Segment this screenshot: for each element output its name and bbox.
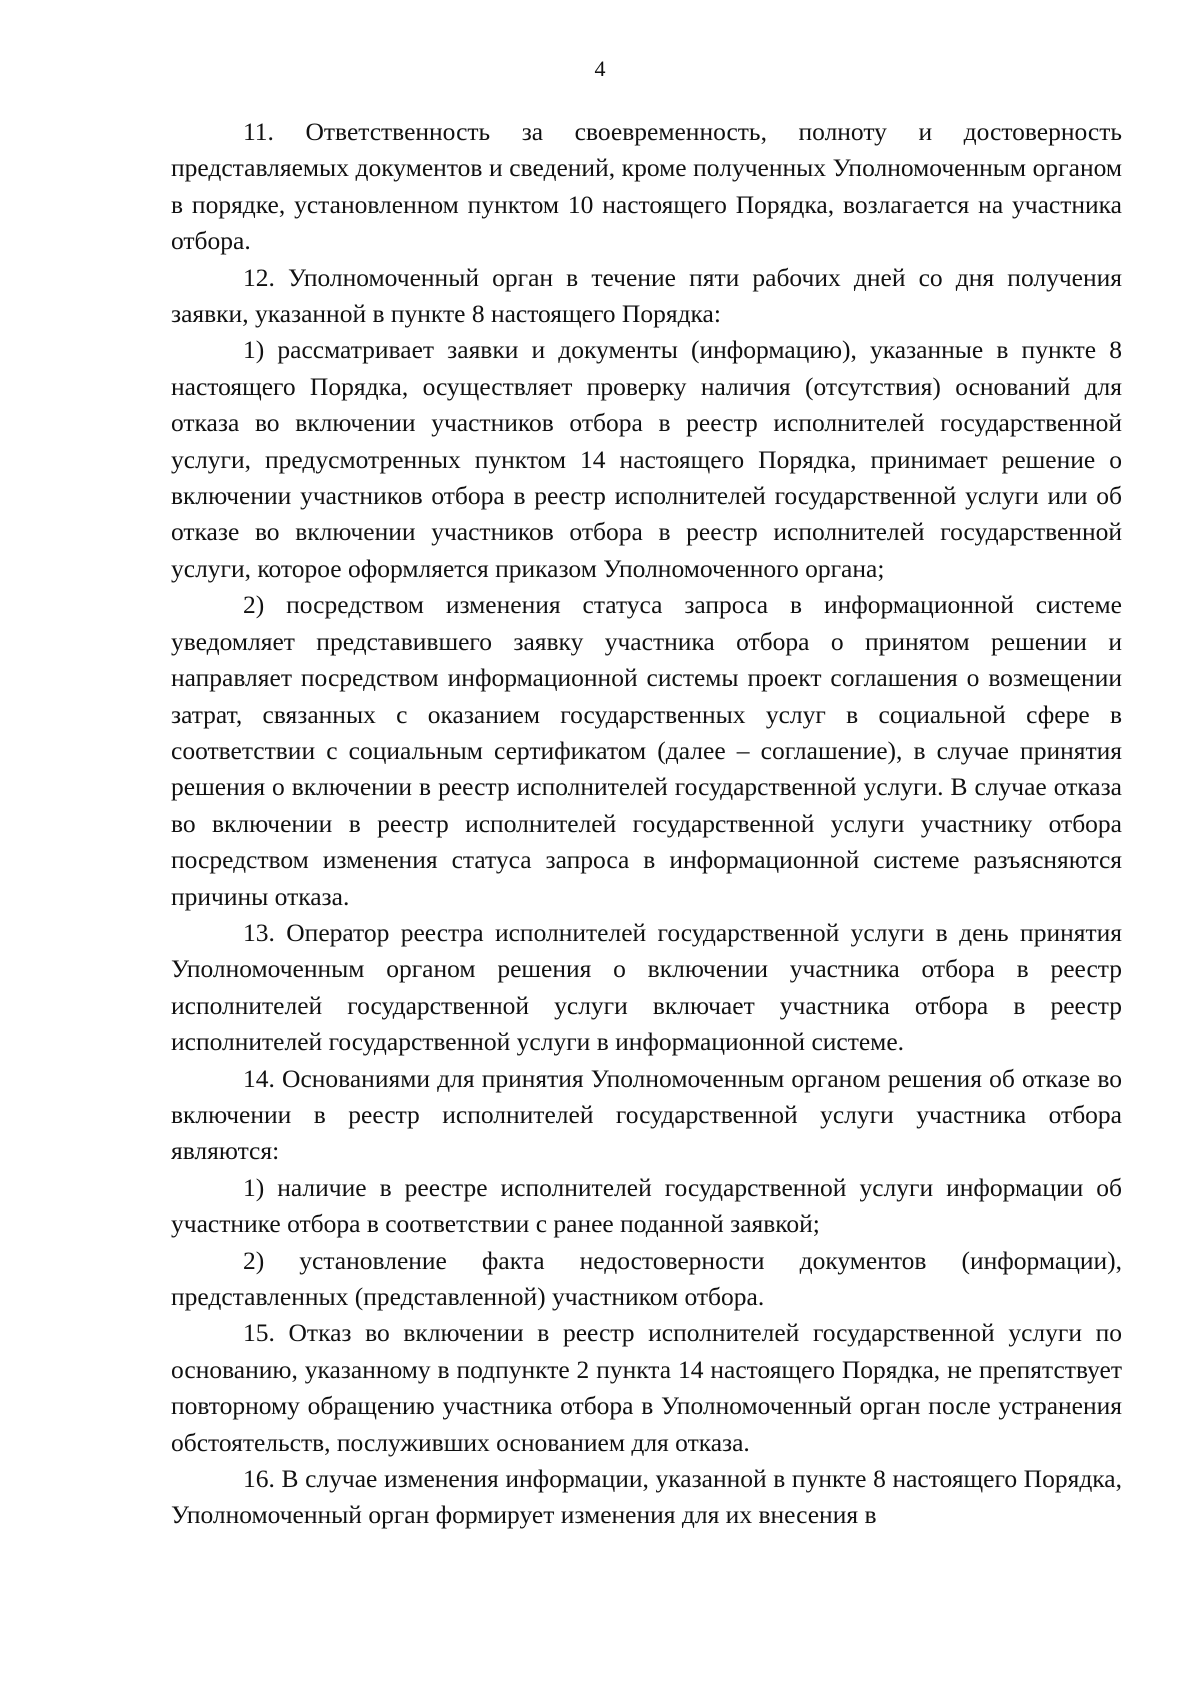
paragraph-14-subitem-1: 1) наличие в реестре исполнителей государственной услуги информации об участнике отбора в соответствии с ранее поданной заявкой; — [171, 1172, 1122, 1239]
paragraph-15: 15. Отказ во включении в реестр исполнителей государственной услуги по основанию, указанному в подпункте 2 пункта 14 настоящего Порядка, не препятствует повторному обращению участника отбора в Уполномоченный орган после устранения обстоятельств, послуживших основанием для отказа. — [171, 1318, 1122, 1457]
document-body — [171, 114, 1122, 1534]
paragraph-12: 12. Уполномоченный орган в течение пяти рабочих дней со дня получения заявки, указанной в пункте 8 настоящего Порядка: — [171, 262, 1122, 329]
paragraph-12-subitem-2: 2) посредством изменения статуса запроса в информационной системе уведомляет представившего заявку участника отбора о принятом решении и направляет посредством информационной системы проект соглашения о возмещении затрат, связанных с оказанием государственных услуг в социальной сфере в соответствии с социальным сертификатом (далее – соглашение), в случае принятия решения о включении в реестр исполнителей государственной услуги. В случае отказа во включении в реестр исполнителей государственной услуги участнику отбора посредством изменения статуса запроса в информационной системе разъясняются причины отказа. — [171, 590, 1122, 911]
paragraph-16: 16. В случае изменения информации, указанной в пункте 8 настоящего Порядка, Уполномоченный орган формирует изменения для их внесения в — [171, 1464, 1122, 1530]
paragraph-14-subitem-2: 2) установление факта недостоверности документов (информации), представленных (представленной) участником отбора. — [171, 1245, 1122, 1311]
paragraph-13: 13. Оператор реестра исполнителей государственной услуги в день принятия Уполномоченным органом решения о включении участника отбора в реестр исполнителей государственной услуги включает участника отбора в реестр исполнителей государственной услуги в информационной системе. — [171, 917, 1122, 1057]
paragraph-14: 14. Основаниями для принятия Уполномоченным органом решения об отказе во включении в реестр исполнителей государственной услуги участника отбора являются: — [171, 1063, 1122, 1166]
paragraph-12-subitem-1: 1) рассматривает заявки и документы (информацию), указанные в пункте 8 настоящего Порядка, осуществляет проверку наличия (отсутствия) оснований для отказа во включении участников отбора в реестр исполнителей государственной услуги, предусмотренных пунктом 14 настоящего Порядка, принимает решение о включении участников отбора в реестр исполнителей государственной услуги или об отказе во включении участников отбора в реестр исполнителей государственной услуги, которое оформляется приказом Уполномоченного органа; — [171, 335, 1122, 583]
paragraph-11: 11. Ответственность за своевременность, полноту и достоверность представляемых документов и сведений, кроме полученных Уполномоченным органом в порядке, установленном пунктом 10 настоящего Порядка, возлагается на участника отбора. — [171, 117, 1122, 256]
page-number: 4 — [594, 56, 606, 81]
